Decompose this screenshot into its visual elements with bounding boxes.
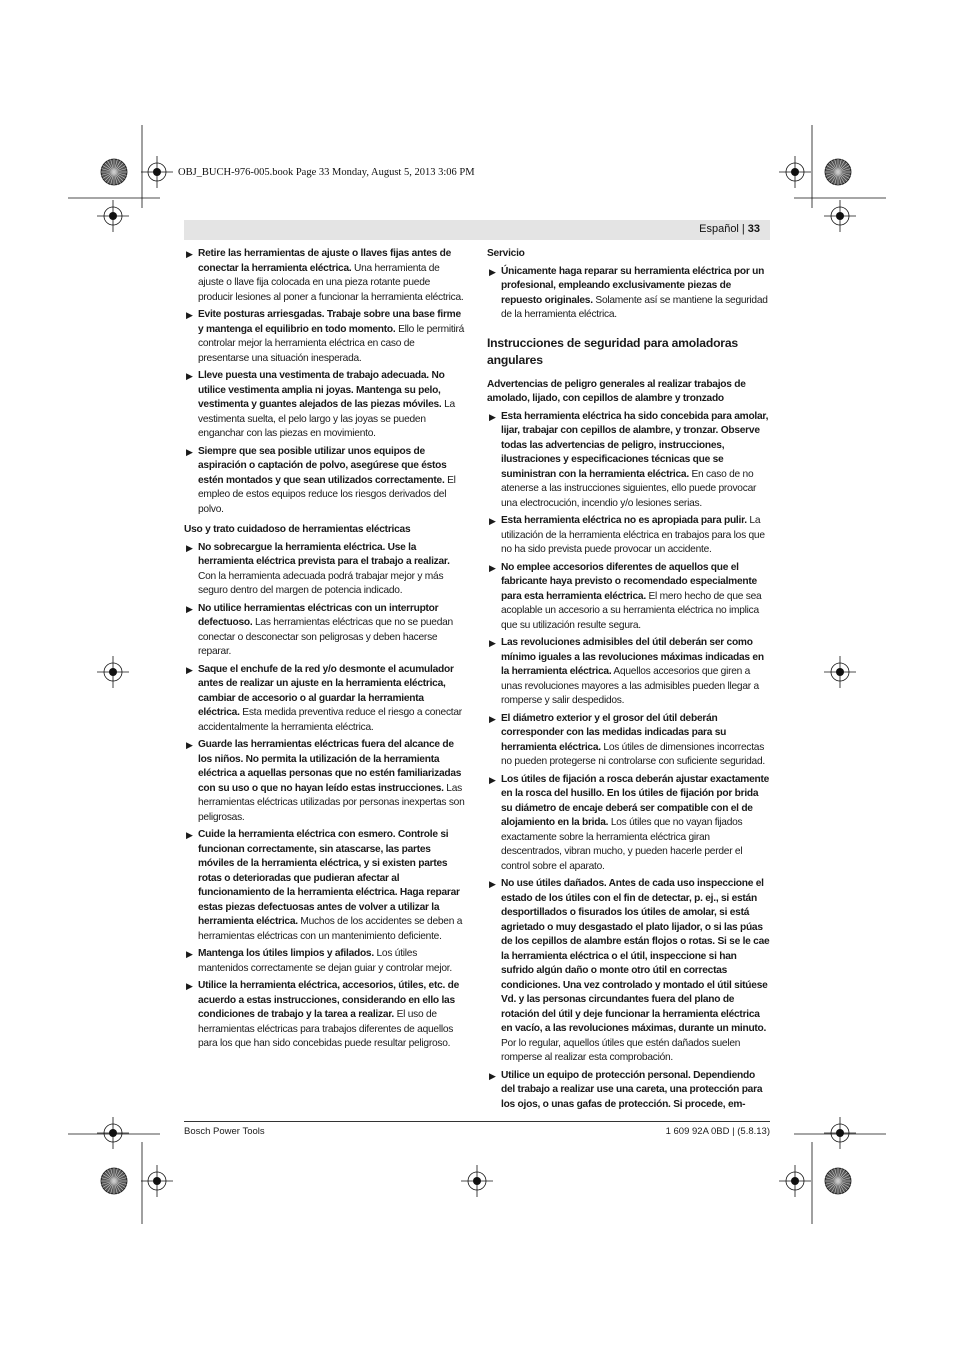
bullet-item (487, 636, 770, 709)
bullet-arrow-icon: ▶ (186, 664, 193, 675)
bullet-item (184, 828, 466, 944)
warning-heading: Advertencias de peligro generales al realizar trabajos de amolado, lijado, con cepillos de alambre y tronzado (487, 378, 746, 404)
bullet-bold-text: Retire las herramientas de ajuste o llaves fijas antes de conectar la herramienta eléctrica. (198, 248, 452, 274)
footer-rule (184, 1121, 770, 1122)
right-list-b (487, 410, 770, 1113)
bullet-bold-text: No utilice herramientas eléctricas con un interruptor defectuoso. (198, 602, 439, 628)
bullet-arrow-icon: ▶ (489, 774, 496, 785)
bullet-arrow-icon: ▶ (489, 879, 496, 889)
bullet-body-text: Solamente así se mantiene la seguridad de la herramienta eléctrica. (501, 294, 768, 320)
bullet-arrow-icon: ▶ (186, 740, 193, 750)
left-list-b (184, 541, 466, 1052)
bullet-arrow-icon: ▶ (186, 603, 193, 614)
bullet-item (184, 369, 466, 442)
bullet-item (487, 773, 770, 875)
bullet-body-text: El mero hecho de que sea acoplable un accesorio a su herramienta eléctrica no implica que su utilización resulte segura. (501, 590, 762, 631)
bullet-bold-text: Lleve puesta una vestimenta de trabajo adecuada. No utilice vestimenta amplia ni joyas. Mantenga su pelo, vestimenta y guantes alejados de las piezas móviles. (198, 370, 445, 410)
bullet-arrow-icon: ▶ (186, 249, 193, 259)
footer-doc-number: 1 609 92A 0BD | (5.8.13) (665, 1126, 770, 1137)
bullet-item (184, 247, 466, 305)
bullet-bold-text: El diámetro exterior y el grosor del útil deberán corresponder con las medidas indicadas para su herramienta eléctrica. (501, 712, 727, 753)
bullet-bold-text: Cuide la herramienta eléctrica con esmero. Controle si funcionan correctamente, sin atascarse, las partes móviles de la herramienta eléctrica, y si existen partes rotas o deterioradas que pudieran afectar al funcionamiento de la herramienta eléctrica. Haga reparar estas piezas defectuosas antes de volver a utilizar la herramienta eléctrica. (198, 829, 460, 927)
bullet-arrow-icon: ▶ (186, 310, 193, 320)
right-list-a (487, 265, 770, 323)
bullet-body-text: Ello le permitirá controlar mejor la herramienta eléctrica en caso de presentarse una situación inesperada. (198, 323, 465, 364)
header-text (699, 223, 760, 235)
bullet-item (487, 712, 770, 770)
bullet-item (184, 979, 466, 1052)
bullet-body-text: La utilización de la herramienta eléctrica en trabajos para los que no ha sido prevista puede provocar un accidente. (501, 515, 765, 555)
bullet-bold-text: Esta herramienta eléctrica ha sido concebida para amolar, lijar, trabajar con cepillos de alambre, y tronzar. Observe todas las advertencias de peligro, instrucciones, ilustraciones y especificaciones técnicas que se suministran con la herramienta eléctrica. (501, 410, 769, 480)
bullet-body-text: Aquellos accesorios que giren a unas revoluciones mayores a las admisibles pueden llegar a romperse y salir despedidos. (501, 666, 759, 706)
bullet-arrow-icon: ▶ (489, 562, 496, 573)
bullet-item (487, 514, 770, 558)
bullet-bold-text: Evite posturas arriesgadas. Trabaje sobre una base firme y mantenga el equilibrio en todo momento. (198, 309, 461, 335)
page-header (184, 220, 770, 240)
bullet-arrow-icon: ▶ (186, 981, 193, 991)
right-column (487, 247, 770, 1115)
bullet-bold-text: Mantenga los útiles limpios y afilados. (198, 948, 374, 959)
color-wheel-icon (101, 159, 127, 185)
registration-crosshair-icon (779, 156, 811, 188)
registration-crosshair-icon (141, 1165, 173, 1197)
bullet-bold-text: No sobrecargue la herramienta eléctrica. Use la herramienta eléctrica prevista para el trabajo a realizar. (198, 541, 450, 567)
registration-crosshair-icon (824, 200, 856, 232)
bullet-bold-text: Utilice un equipo de protección personal. Dependiendo del trabajo a realizar use una careta, una protección para los ojos, o unas gafas de protección. Si procede, em- (501, 1069, 763, 1110)
header-separator: | (741, 223, 745, 235)
bullet-body-text: Una herramienta de ajuste o llave fija colocada en una pieza rotante puede producir lesiones al poner a funcionar la herramienta eléctrica. (198, 262, 464, 303)
bullet-item (184, 541, 466, 599)
bullet-bold-text: Utilice la herramienta eléctrica, accesorios, útiles, etc. de acuerdo a estas instrucciones, considerando en ello las condiciones de trabajo y la tarea a realizar. (198, 980, 460, 1020)
registration-crosshair-icon (824, 656, 856, 688)
bullet-item (184, 947, 466, 976)
bullet-body-text: Los útiles mantenidos correctamente se dejan guiar y controlar mejor. (198, 948, 452, 974)
bullet-item (184, 663, 466, 736)
color-wheel-icon (825, 1168, 851, 1194)
bullet-arrow-icon: ▶ (489, 713, 496, 724)
bullet-bold-text: No use útiles dañados. Antes de cada uso inspeccione el estado de los útiles con el fin de detectar, p. ej., si están desportillados o fisurados los útiles de amolar, si está agrietado o muy desgastado el plato lijador, o si las púas de los cepillos de alambre están flojos o rotas. Si se le cae la herramienta eléctrica o el útil, inspeccione si han sufrido algún daño o monte otro útil en correctas condiciones. Una vez controlado y montado el útil sitúese Vd. y las personas circundantes fuera del plano de rotación del útil y deje funcionar la herramienta eléctrica en vacío, a las revoluciones máximas, durante un minuto. (501, 878, 770, 1034)
bullet-body-text: Los útiles de dimensiones incorrectas no pueden protegerse ni controlarse con suficiente seguridad. (501, 741, 765, 767)
page-number: 33 (747, 223, 760, 235)
bullet-arrow-icon: ▶ (186, 830, 193, 840)
header-language: Español (699, 223, 739, 235)
bullet-item (487, 1069, 770, 1113)
registration-crosshair-icon (97, 656, 129, 688)
print-slug-line: OBJ_BUCH-976-005.book Page 33 Monday, August 5, 2013 3:06 PM (178, 167, 475, 178)
registration-crosshair-icon (141, 156, 173, 188)
bullet-item (487, 265, 770, 323)
bullet-body-text: Con la herramienta adecuada podrá trabajar mejor y más seguro dentro del margen de potencia indicado. (198, 570, 444, 596)
bullet-body-text: Las herramientas eléctricas que no se puedan conectar o desconectar son peligrosas y deben hacerse reparar. (198, 617, 453, 657)
bullet-bold-text: Siempre que sea posible utilizar unos equipos de aspiración o captación de polvo, asegúrese que éstos estén montados y que sean utilizados correctamente. (198, 445, 447, 486)
subhead-uso-trato: Uso y trato cuidadoso de herramientas eléctricas (184, 524, 411, 535)
left-list-a (184, 247, 466, 517)
registration-crosshair-icon (97, 1117, 129, 1149)
bullet-item (184, 445, 466, 518)
bullet-arrow-icon: ▶ (489, 266, 496, 277)
bullet-bold-text: Guarde las herramientas eléctricas fuera del alcance de los niños. No permita la utilización de la herramienta eléctrica a aquellas personas que no estén familiarizadas con su uso o que no hayan leído estas instrucciones. (198, 739, 462, 794)
color-wheel-icon (101, 1168, 127, 1194)
section-title: Instrucciones de seguridad para amoladoras angulares (487, 335, 739, 367)
bullet-bold-text: No emplee accesorios diferentes de aquellos que el fabricante haya previsto o recomendado especialmente para esta herramienta eléctrica. (501, 561, 757, 602)
bullet-item (487, 877, 770, 1066)
registration-crosshair-icon (97, 200, 129, 232)
bullet-body-text: En caso de no atenerse a las instrucciones siguientes, ello puede provocar una electrocución, incendio y/o lesiones serias. (501, 468, 757, 509)
bullet-arrow-icon: ▶ (186, 542, 193, 553)
bullet-bold-text: Esta herramienta eléctrica no es apropiada para pulir. (501, 515, 747, 526)
bullet-item (184, 308, 466, 366)
bullet-body-text: La vestimenta suelta, el pelo largo y las joyas se pueden enganchar con las piezas en movimiento. (198, 399, 455, 439)
bullet-arrow-icon: ▶ (489, 516, 496, 526)
bullet-arrow-icon: ▶ (186, 949, 193, 959)
bullet-body-text: Muchos de los accidentes se deben a herramientas eléctricas con un mantenimiento deficiente. (198, 916, 463, 942)
bullet-arrow-icon: ▶ (489, 638, 496, 648)
bullet-body-text: Las herramientas eléctricas utilizadas por personas inexpertas son peligrosas. (198, 782, 465, 823)
bullet-body-text: El empleo de estos equipos reduce los riesgos derivados del polvo. (198, 474, 456, 515)
bullet-item (184, 738, 466, 825)
bullet-bold-text: Los útiles de fijación a rosca deberán ajustar exactamente en la rosca del husillo. En los útiles de fijación por brida su diámetro de encaje deberá ser compatible con el de alojamiento en la brida. (501, 773, 770, 828)
bullet-item (184, 602, 466, 660)
bullet-bold-text: Únicamente haga reparar su herramienta eléctrica por un profesional, empleando exclusivamente piezas de repuesto originales. (501, 265, 765, 306)
subhead-servicio: Servicio (487, 248, 525, 259)
bullet-bold-text: Las revoluciones admisibles del útil deberán ser como mínimo iguales a las revoluciones máximas indicadas en la herramienta eléctrica. (501, 637, 764, 677)
registration-crosshair-icon (779, 1165, 811, 1197)
color-wheel-icon (825, 159, 851, 185)
registration-crosshair-icon (824, 1117, 856, 1149)
bullet-body-text: Los útiles que no vayan fijados exactamente sobre la herramienta eléctrica giran descentrados, vibran mucho, y pueden hacerle perder el control sobre el aparato. (501, 817, 743, 872)
bullet-body-text: El uso de herramientas eléctricas para trabajos diferentes de aquellos para los que han sido concebidas puede resultar peligroso. (198, 1009, 454, 1049)
bullet-body-text: Esta medida preventiva reduce el riesgo a conectar accidentalmente la herramienta eléctrica. (198, 707, 462, 733)
bullet-item (487, 410, 770, 512)
bullet-item (487, 561, 770, 634)
bullet-body-text: Por lo regular, aquellos útiles que estén dañados suelen romperse al realizar esta comprobación. (501, 1037, 741, 1063)
left-column (184, 247, 466, 1055)
registration-crosshair-icon (461, 1165, 493, 1197)
bullet-arrow-icon: ▶ (186, 371, 193, 381)
bullet-bold-text: Saque el enchufe de la red y/o desmonte el acumulador antes de realizar un ajuste en la herramienta eléctrica, cambiar de accesorio o al guardar la herramienta eléctrica. (198, 663, 454, 718)
footer-brand: Bosch Power Tools (184, 1126, 265, 1137)
bullet-arrow-icon: ▶ (489, 411, 496, 422)
bullet-arrow-icon: ▶ (489, 1070, 496, 1081)
bullet-arrow-icon: ▶ (186, 446, 193, 457)
